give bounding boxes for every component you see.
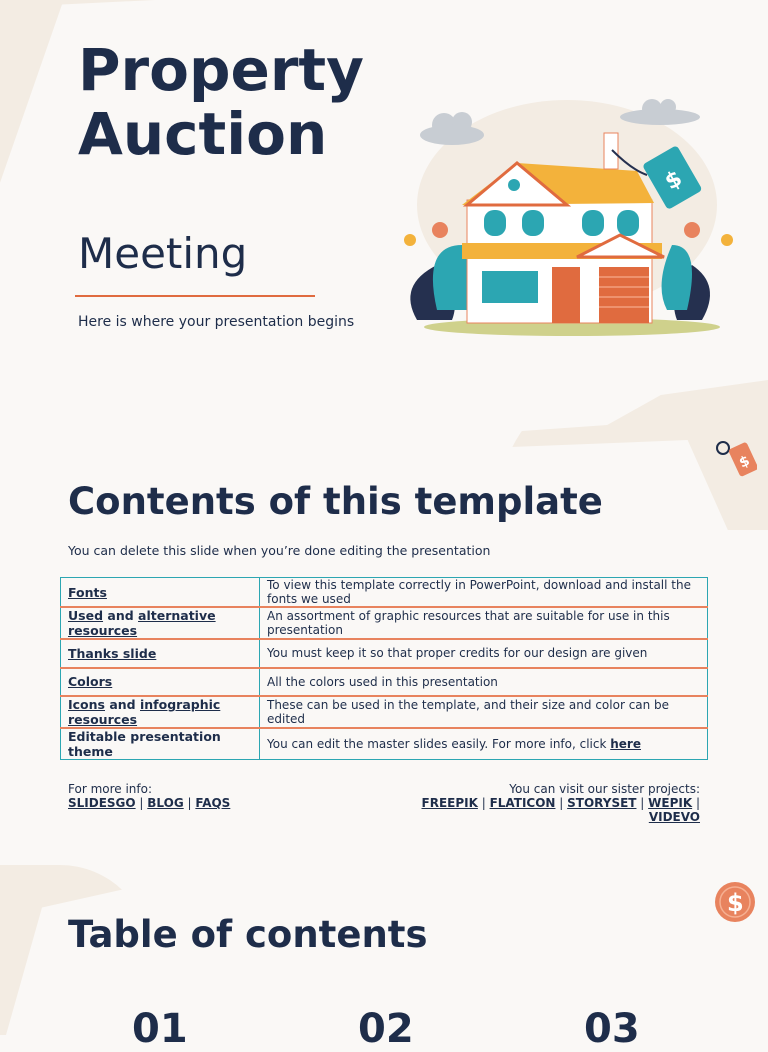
contents-row-value <box>260 728 708 760</box>
sister-projects-links <box>410 796 700 824</box>
contents-value-text: To view this template correctly in PowerPoint, download and install the fonts we used <box>267 578 691 606</box>
toc-heading: Table of contents <box>68 913 428 956</box>
contents-key-link[interactable]: Used <box>68 608 104 623</box>
here-link[interactable]: here <box>610 737 641 751</box>
contents-row-key <box>61 578 260 608</box>
contents-key-link[interactable]: alternative resources <box>68 608 216 638</box>
link-flaticon[interactable]: FLATICON <box>489 796 556 810</box>
contents-key-text: Editable presentation theme <box>68 729 221 759</box>
contents-key-text: and <box>105 697 140 712</box>
link-slidesgo[interactable]: SLIDESGO <box>68 796 136 810</box>
link-separator: | <box>692 796 700 810</box>
cover-divider <box>75 295 315 297</box>
cover-tagline: Here is where your presentation begins <box>78 314 355 330</box>
contents-row <box>61 728 708 760</box>
toc-number-2: 02 <box>358 1006 414 1052</box>
cover-title: Property Auction <box>78 36 364 168</box>
contents-row <box>61 639 708 668</box>
link-wepik[interactable]: WEPIK <box>648 796 693 810</box>
cover-subtitle: Meeting <box>78 229 248 278</box>
link-separator: | <box>636 796 649 810</box>
link-storyset[interactable]: STORYSET <box>567 796 637 810</box>
more-info-label: For more info: <box>68 782 153 796</box>
contents-row <box>61 696 708 728</box>
price-tag-icon <box>712 438 757 488</box>
contents-row-value <box>260 578 708 608</box>
sister-projects-label: You can visit our sister projects: <box>509 782 700 796</box>
svg-text:$: $ <box>727 889 744 917</box>
contents-key-link[interactable]: Fonts <box>68 584 107 600</box>
toc-number-3: 03 <box>584 1006 640 1052</box>
contents-heading: Contents of this template <box>68 480 603 523</box>
svg-text:$: $ <box>660 166 687 196</box>
contents-row-key <box>61 668 260 697</box>
contents-row-value <box>260 696 708 728</box>
contents-row <box>61 668 708 697</box>
contents-row <box>61 607 708 639</box>
contents-row-key <box>61 639 260 668</box>
sister-projects-block <box>410 782 700 824</box>
contents-key-link[interactable]: infographic resources <box>68 697 221 727</box>
contents-row-value <box>260 668 708 697</box>
contents-note: You can delete this slide when you’re done editing the presentation <box>68 543 491 558</box>
link-videvo[interactable]: VIDEVO <box>648 810 700 824</box>
contents-row-value <box>260 639 708 668</box>
dollar-coin-icon[interactable] <box>714 881 756 923</box>
link-separator: | <box>135 796 148 810</box>
contents-row-key <box>61 607 260 639</box>
contents-row-value <box>260 607 708 639</box>
contents-table <box>60 577 708 760</box>
contents-key-link[interactable]: Colors <box>68 674 113 690</box>
contents-value-text: These can be used in the template, and their size and color can be edited <box>267 698 670 726</box>
contents-key-text: and <box>103 608 139 623</box>
contents-key-link[interactable]: Thanks slide <box>68 645 157 661</box>
contents-row <box>61 578 708 608</box>
contents-value-text: You can edit the master slides easily. For more info, click <box>267 737 611 751</box>
svg-text:$: $ <box>736 452 753 472</box>
link-separator: | <box>183 796 196 810</box>
contents-value-text: You must keep it so that proper credits for our design are given <box>267 646 648 661</box>
contents-key-link[interactable]: Icons <box>68 697 105 712</box>
link-separator: | <box>477 796 490 810</box>
house-illustration <box>392 95 742 340</box>
link-freepik[interactable]: FREEPIK <box>421 796 478 810</box>
contents-row-key <box>61 696 260 728</box>
link-separator: | <box>555 796 568 810</box>
contents-row-key <box>61 728 260 760</box>
link-blog[interactable]: BLOG <box>147 796 184 810</box>
link-faqs[interactable]: FAQS <box>195 796 231 810</box>
more-info-block <box>68 782 230 810</box>
contents-value-text: An assortment of graphic resources that are suitable for use in this presentation <box>267 609 670 637</box>
contents-value-text: All the colors used in this presentation <box>267 674 498 689</box>
toc-number-1: 01 <box>132 1006 188 1052</box>
more-info-links <box>68 796 230 810</box>
